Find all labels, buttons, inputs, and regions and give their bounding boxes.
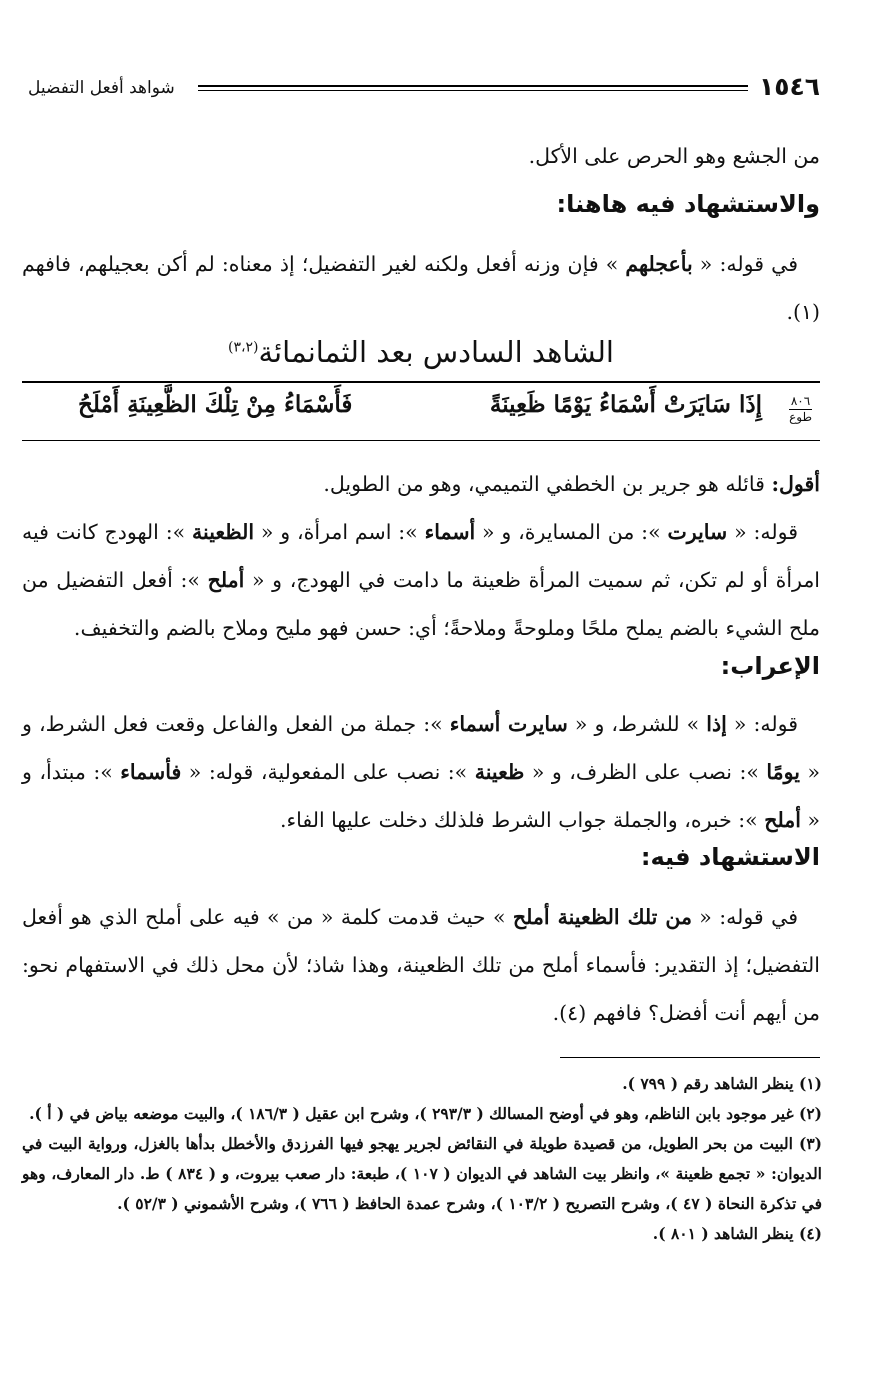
text-run: » حيث قدمت كلمة « من » فيه على أملح الذي هو أفعل التفضيل؛ إذ التقدير: فأسماء أملح من تلك الظعينة، وهذا شاذ؛ لأن محل ذلك في الاستفهام نحو: من أيهم أنت أفضل؟ فافهم (٤).: [22, 905, 820, 1025]
istishhad-heading-2: الاستشهاد فيه:: [640, 843, 820, 871]
quoted-word: سايرت أسماء: [449, 712, 568, 736]
quoted-word: أملح: [207, 568, 245, 592]
text-run: قائله هو جرير بن الخطفي التميمي، وهو من الطويل.: [323, 472, 772, 496]
istishhad-heading-1: والاستشهاد فيه هاهنا:: [556, 190, 820, 218]
quoted-word: أملح: [764, 808, 801, 832]
quoted-word: يومًا: [766, 760, 800, 784]
footnote-4: (٤) ينظر الشاهد ( ٨٠١ ).: [652, 1224, 822, 1243]
footnote-1: (١) ينظر الشاهد رقم ( ٧٩٩ ).: [622, 1074, 822, 1093]
footnote-separator: [560, 1057, 820, 1058]
running-title: شواهد أفعل التفضيل: [28, 78, 175, 98]
irab-paragraph: [22, 700, 820, 844]
sharh-paragraph-2: [22, 508, 820, 652]
page-number: ١٥٤٦: [758, 72, 820, 101]
quoted-word: فأسماء: [120, 760, 182, 784]
footnote-ref: (٣،٢): [227, 339, 259, 356]
footnote-3: (٣) البيت من بحر الطويل، من قصيدة طويلة في النقائض لجرير يهجو فيها الفرزدق والأخطل بدأها بالغزل، ورواية البيت في الديوان: « تجمع ظعينة »، وانظر بيت الشاهد في الديوان ( ١٠٧ )، طبعة: دار صعب بيروت، و ( ٨٣٤ ) ط. دار المعارف، وهو في تذكرة النحاة ( ٤٧ )، وشرح التصريح ( ١٠٣/٢ )، وشرح عمدة الحافظ ( ٧٦٦ )، وشرح الأشموني ( ٥٢/٣ ).: [22, 1134, 822, 1213]
quoted-word: سايرت: [667, 520, 728, 544]
sharh-paragraph-1: [22, 460, 820, 508]
verse-box: [22, 381, 820, 441]
istishhad-paragraph-1: [22, 240, 820, 336]
text-run: قوله: «: [726, 712, 798, 736]
text-run: في قوله: «: [691, 905, 798, 929]
quoted-word: من تلك الظعينة أملح: [512, 905, 692, 929]
verse-number: [789, 395, 812, 424]
quoted-word: الظعينة: [192, 520, 255, 544]
intro-line: [22, 132, 820, 180]
intro-text: من الجشع وهو الحرص على الأكل.: [528, 144, 820, 168]
quoted-word: إذا: [706, 712, 727, 736]
istishhad-paragraph-2: [22, 893, 820, 1037]
hemistich-second: فَأَسْمَاءُ مِنْ تِلْكَ الظَّعِينَةِ أَمْلَحُ: [78, 391, 353, 418]
text-run: »: جملة من الفعل والفاعل وقعت فعل الشرط، و «: [22, 712, 820, 784]
text-run: قوله: «: [727, 520, 798, 544]
footnotes: [22, 1069, 822, 1249]
text-run: »: من المسايرة، و «: [475, 520, 668, 544]
text-run: »: خبره، والجملة جواب الشرط فلذلك دخلت عليها الفاء.: [279, 808, 765, 832]
verse-number-sub: طوع: [789, 410, 812, 424]
quoted-word: بأعجلهم: [625, 252, 693, 276]
text-run: »: نصب على الظرف، و «: [524, 760, 767, 784]
text-run: » للشرط، و «: [567, 712, 707, 736]
text-run: في قوله: «: [692, 252, 798, 276]
text-run: »: أفعل التفضيل من ملح الشيء بالضم يملح ملحًا وملوحةً وملاحةً؛ أي: حسن فهو مليح وملاح بالضم والتخفيف.: [22, 568, 820, 640]
header-rule: [198, 85, 748, 91]
text-run: » فإن وزنه أفعل ولكنه لغير التفضيل؛ إذ معناه: لم أكن بعجيلهم، فافهم (١).: [22, 252, 820, 324]
text-run: »: مبتدأ، و «: [22, 760, 820, 832]
text-run: »: اسم امرأة، و «: [254, 520, 425, 544]
shahid-title: [22, 335, 820, 369]
verse-number-value: ٨٠٦: [790, 394, 811, 408]
text-run: »: الهودج كانت فيه امرأة أو لم تكن، ثم سميت المرأة ظعينة ما دامت في الهودج، و «: [22, 520, 820, 592]
quoted-word: أسماء: [424, 520, 476, 544]
aqul-label: أقول:: [771, 472, 820, 496]
text-run: »: نصب على المفعولية، قوله: «: [181, 760, 475, 784]
irab-heading: الإعراب:: [720, 652, 820, 680]
footnote-2: (٢) غير موجود بابن الناظم، وهو في أوضح المسالك ( ٢٩٣/٣ )، وشرح ابن عقيل ( ١٨٦/٣ )، والبيت موضعه بياض في ( أ ).: [29, 1104, 822, 1123]
page-header: [20, 72, 820, 106]
hemistich-first: إِذَا سَايَرَتْ أَسْمَاءُ يَوْمًا ظَعِينَةً: [489, 391, 762, 418]
shahid-title-text: الشاهد السادس بعد الثمانمائة: [258, 335, 614, 369]
quoted-word: ظعينة: [474, 760, 525, 784]
